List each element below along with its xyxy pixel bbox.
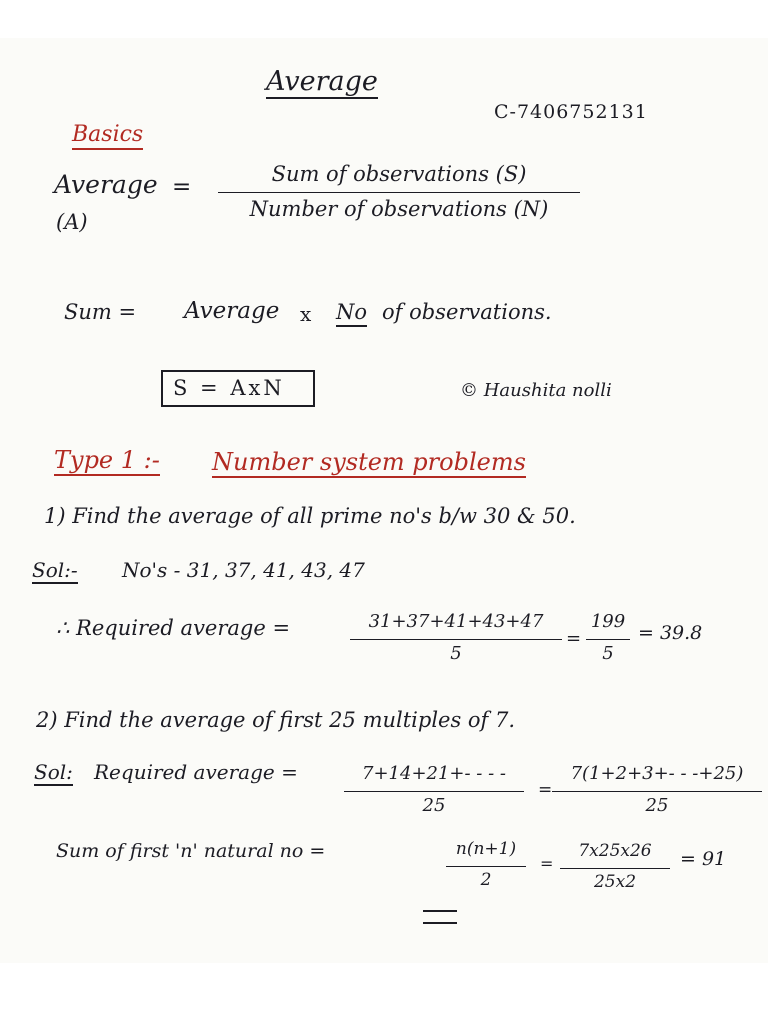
q2-fraction-3	[446, 840, 526, 890]
q2-fraction-2-denominator: 25	[645, 794, 669, 816]
q1-result: = 39.8	[638, 622, 703, 644]
q1-sol-text: No's - 31, 37, 41, 43, 47	[122, 558, 365, 582]
formula-fraction	[218, 162, 580, 221]
sum-formula-times: x	[300, 302, 312, 326]
q2-fraction-3-denominator: 2	[480, 869, 492, 890]
q2-sol-label: Sol:	[34, 760, 73, 784]
sum-formula-lhs: Sum =	[64, 300, 137, 324]
q2-fraction-2-bar	[552, 791, 762, 792]
q1-equals: =	[566, 628, 582, 649]
q2-question: 2) Find the average of first 25 multiples of 7.	[36, 708, 516, 732]
q2-fraction-1-denominator: 25	[422, 794, 446, 816]
q2-fraction-1	[344, 764, 524, 816]
formula-denominator: Number of observations (N)	[249, 197, 549, 222]
q1-question: 1) Find the average of all prime no's b/w 30 & 50.	[44, 504, 576, 528]
q1-fraction-2	[586, 612, 630, 664]
q2-fraction-1-bar	[344, 791, 524, 792]
q2-fraction-1-numerator: 7+14+21+- - - -	[362, 763, 506, 784]
q2-result: = 91	[680, 848, 727, 870]
q1-fraction-1-numerator: 31+37+41+43+47	[368, 611, 544, 632]
q2-fraction-3-numerator: n(n+1)	[455, 839, 517, 859]
q2-sol-text: Required average =	[94, 760, 298, 784]
contact-number: C-7406752131	[494, 101, 648, 123]
q2-fraction-3-bar	[446, 866, 526, 867]
q1-fraction-2-bar	[586, 639, 630, 640]
page-title: Average	[266, 66, 378, 97]
sum-formula-no: No	[336, 302, 367, 327]
type1-title: Number system problems	[212, 448, 526, 476]
q1-fraction-2-denominator: 5	[602, 642, 614, 664]
q2-fraction-4-bar	[560, 868, 670, 869]
q1-fraction-1	[350, 612, 562, 664]
q2-equals-2: =	[540, 854, 554, 873]
double-underline-mark	[423, 910, 457, 924]
q2-fraction-2	[552, 764, 762, 816]
q2-equals-1: =	[538, 780, 553, 800]
q1-fraction-2-numerator: 199	[590, 611, 626, 632]
q2-fraction-4-denominator: 25x2	[593, 871, 637, 892]
copyright-note: © Haushita nolli	[460, 380, 612, 401]
formula-average-label: Average	[54, 170, 158, 199]
sum-formula-rest: of observations.	[382, 300, 552, 324]
formula-numerator: Sum of observations (S)	[271, 162, 527, 186]
type1-heading: Type 1 :-	[54, 446, 160, 474]
q1-sol-label: Sol:-	[32, 558, 78, 582]
sum-formula-average: Average	[184, 298, 280, 324]
q1-fraction-1-denominator: 5	[450, 642, 462, 664]
q2-fraction-2-numerator: 7(1+2+3+- - -+25)	[570, 763, 744, 784]
q2-sum-natural-text: Sum of first 'n' natural no =	[56, 840, 326, 862]
formula-equals: =	[172, 174, 192, 200]
q1-therefore: ∴ Required average =	[56, 616, 291, 640]
section-basics-heading: Basics	[72, 124, 143, 150]
formula-average-abbr: (A)	[56, 210, 88, 234]
formula-fraction-bar	[218, 192, 580, 193]
q1-fraction-1-bar	[350, 639, 562, 640]
q2-fraction-4	[560, 842, 670, 892]
q2-fraction-4-numerator: 7x25x26	[578, 841, 652, 861]
boxed-formula: S = AxN	[161, 370, 315, 407]
